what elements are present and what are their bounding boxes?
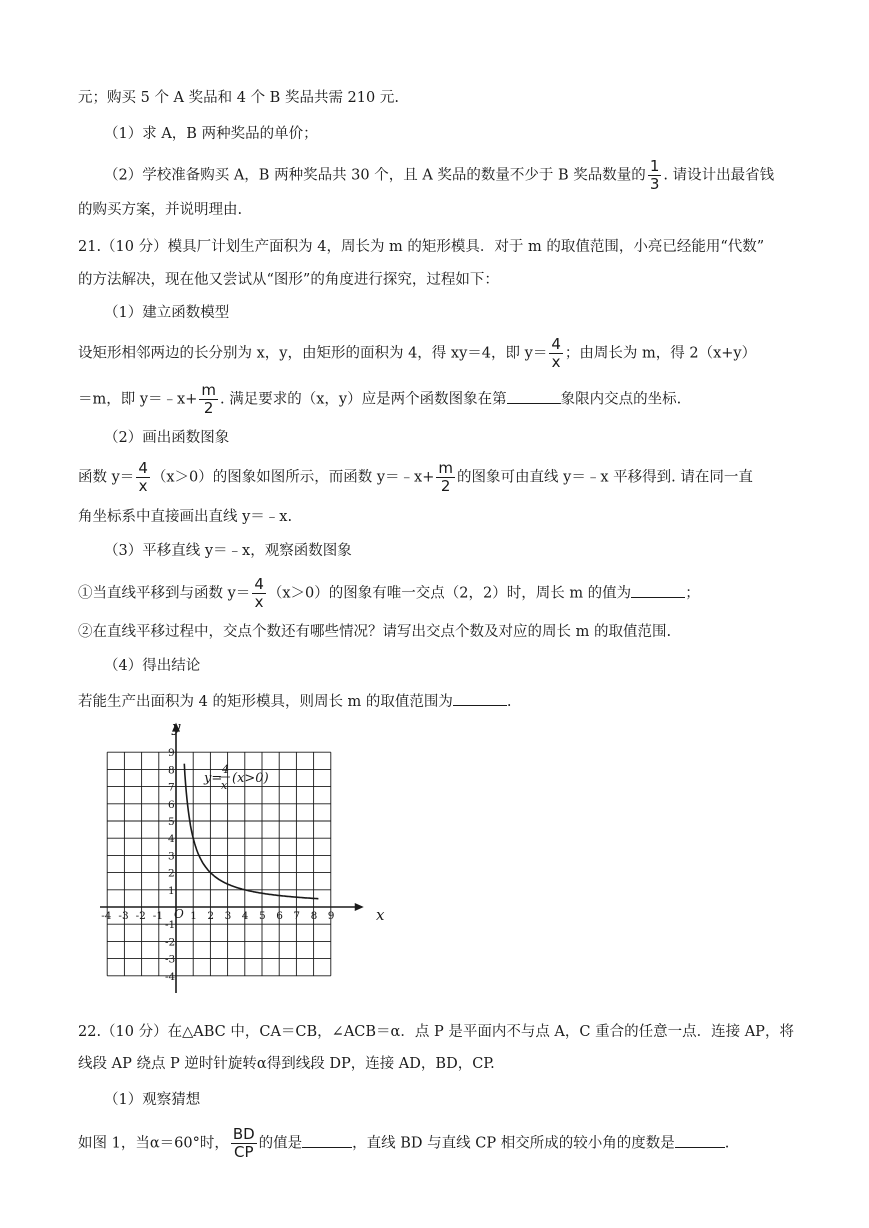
curve-label [203,763,269,792]
q21-step2-text-b: （x＞0）的图象如图所示，而函数 y＝﹣x+ [151,469,435,486]
y-tick-label: 8 [168,764,175,777]
q21-step3-text-a: ①当直线平移到与函数 y＝ [78,585,251,602]
answer-blank-ratio[interactable] [302,1133,352,1148]
q21-step1-text-b: ；由周长为 m，得 2（x+y） [564,345,757,362]
x-tick-label: -1 [152,910,164,922]
x-axis-label: x [376,906,385,924]
y-tick-label: 2 [168,867,175,880]
q22-step1-text-b: 的值是 [258,1135,303,1152]
q21-step3-text-c: ； [685,585,700,602]
y-tick-label: 1 [168,884,175,897]
y-tick-label: -3 [165,953,176,966]
x-tick-label: 4 [241,910,249,922]
y-tick-label: 4 [168,833,175,846]
fraction-bd-over-cp: $\frac{BD}{CP}$ [232,1125,255,1161]
q22-intro-2: 线段 AP 绕点 P 逆时针旋转α得到线段 DP，连接 AD，BD，CP. [78,1056,495,1072]
curve-label-numerator: 4 [222,763,229,776]
q21-step3-line1 [78,576,700,611]
y-tick-label: 3 [168,850,175,863]
q20-part2-cont: 的购买方案，并说明理由. [78,202,243,218]
q21-step1-text-d: . 满足要求的（x，y）应是两个函数图象在第 [220,391,507,408]
graph-axes [100,723,364,993]
answer-blank-perimeter[interactable] [631,583,685,598]
q21-step3-line2: ②在直线平移过程中，交点个数还有哪些情况？请写出交点个数及对应的周长 m 的取值范围. [78,624,672,640]
answer-blank-angle[interactable] [675,1133,725,1148]
x-tick-label: 9 [327,910,335,922]
answer-blank-quadrant[interactable] [507,389,561,404]
q21-step3-text-b: （x＞0）的图象有唯一交点（2，2）时，周长 m 的值为 [267,585,632,602]
origin-label: O [174,907,184,921]
curve-label-denominator: x [221,779,228,792]
x-tick-labels [101,910,334,922]
y-tick-label: -1 [165,919,176,932]
q20-part1: （1）求 A，B 两种奖品的单价； [104,126,318,142]
y-axis-label: y [172,720,181,736]
q21-step4-text-a: 若能生产出面积为 4 的矩形模具，则周长 m 的取值范围为 [78,694,453,710]
q21-step2-line1 [78,460,753,495]
q22-step1-text-d: . [724,1135,730,1152]
y-tick-label: -4 [165,970,176,983]
q21-step1-line2 [78,382,681,417]
q20-line0: 元；购买 5 个 A 奖品和 4 个 B 奖品共需 210 元. [78,90,399,106]
q21-step2-text-a: 函数 y＝ [78,469,135,486]
q22-step1-text-a: 如图 1，当α＝60°时， [78,1135,229,1152]
y-tick-label: 7 [168,781,175,794]
q20-part2-text-b: . 请设计出最省钱 [663,167,775,184]
x-tick-label: -4 [101,910,112,922]
y-tick-label: -2 [165,936,176,949]
fraction-4-over-x: $\frac{4}{x}$ [254,575,264,611]
fraction-m-over-2: $\frac{m}{2}$ [438,459,454,495]
function-graph[interactable] [100,720,400,1010]
q22-step1-text-c: ，直线 BD 与直线 CP 相交所成的较小角的度数是 [352,1135,675,1152]
x-tick-label: -2 [135,910,146,922]
q21-step1-text-e: 象限内交点的坐标. [560,391,682,408]
q21-step2-text-c: 的图象可由直线 y＝﹣x 平移得到. 请在同一直 [457,469,753,486]
y-tick-label: 6 [168,798,175,811]
q21-step1-title: （1）建立函数模型 [104,305,230,321]
x-tick-label: 6 [276,910,283,922]
x-tick-label: 7 [293,910,301,922]
q22-intro-1: 22.（10 分）在△ABC 中，CA＝CB，∠ACB＝α．点 P 是平面内不与点 A，C 重合的任意一点．连接 AP，将 [78,1024,794,1040]
x-axis-arrow-icon [355,903,364,911]
q21-step4-title: （4）得出结论 [104,658,201,674]
y-tick-label: 5 [168,816,175,828]
q21-step3-title: （3）平移直线 y＝﹣x，观察函数图象 [104,543,352,559]
q22-step1-line1 [78,1126,729,1161]
fraction-one-third: $\frac{1}{3}$ [649,157,660,193]
q21-step4-text-b: . [506,694,512,710]
q20-part2-text-a: （2）学校准备购买 A，B 两种奖品共 30 个，且 A 奖品的数量不少于 B 奖品数量的 [104,167,646,184]
q21-step1-text-c: ＝m，即 y＝﹣x+ [78,391,198,408]
q21-step1-line1 [78,336,756,371]
y-tick-labels [165,747,176,983]
x-tick-label: 8 [310,910,318,922]
q21-step2-line2: 角坐标系中直接画出直线 y＝﹣x. [78,509,293,525]
answer-blank-range[interactable] [453,691,507,706]
fraction-4-over-x: $\frac{4}{x}$ [551,335,561,371]
q20-part2 [104,158,774,193]
q21-intro-1: 21.（10 分）模具厂计划生产面积为 4，周长为 m 的矩形模具．对于 m 的取值范围，小亮已经能用“代数” [78,239,765,255]
q21-step4-line1 [78,691,512,712]
q21-step1-text-a: 设矩形相邻两边的长分别为 x，y，由矩形的面积为 4，得 xy＝4，即 y＝ [78,345,548,362]
x-tick-label: 2 [207,910,215,922]
q21-step2-title: （2）画出函数图象 [104,430,230,446]
fraction-m-over-2: $\frac{m}{2}$ [201,381,217,417]
q21-intro-2: 的方法解决，现在他又尝试从“图形”的角度进行探究，过程如下： [78,272,499,288]
curve-label-prefix: y= [204,771,223,786]
q22-step1-title: （1）观察猜想 [104,1092,201,1108]
x-tick-label: 1 [190,910,197,922]
y-tick-label: 9 [168,747,175,760]
x-tick-label: -3 [118,910,129,922]
curve-label-suffix: (x>0) [232,771,269,786]
x-tick-label: 5 [259,910,266,922]
x-tick-label: 3 [224,910,232,922]
fraction-4-over-x: $\frac{4}{x}$ [138,459,148,495]
